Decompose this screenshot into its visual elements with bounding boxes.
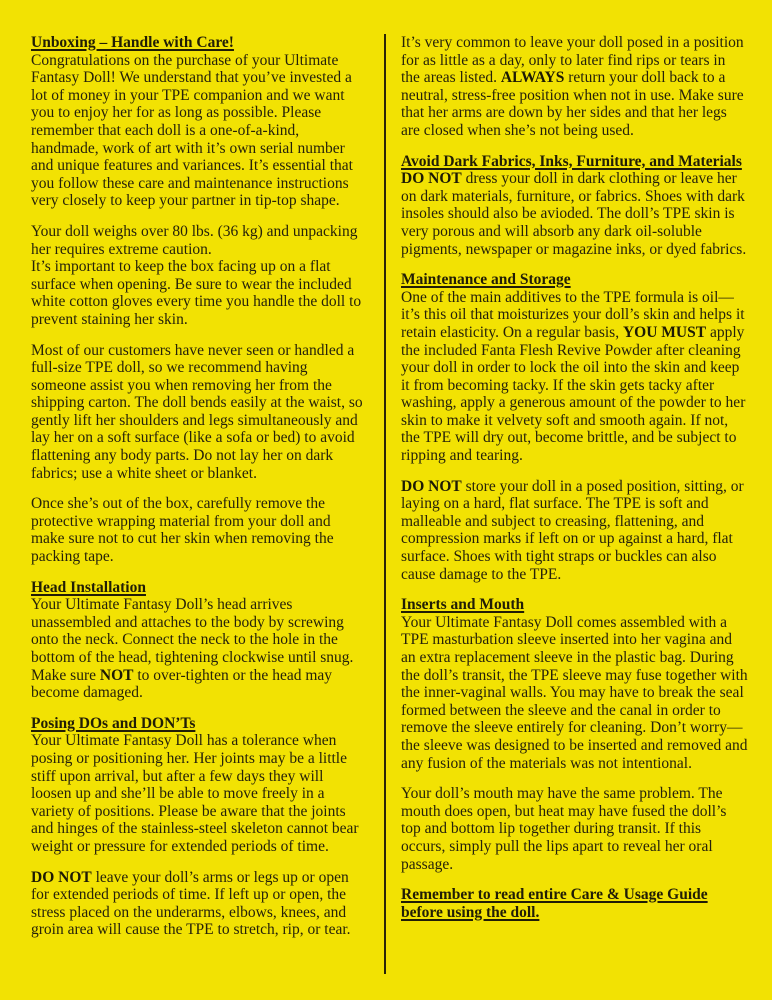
paragraph — [401, 170, 748, 258]
text-run: Congratulations on the purchase of your Ultimate Fantasy Doll! We understand that you’ve invested a lot of money in your TPE companion and we want you to enjoy her for as long as possible. Please remember that each doll is a one-of-a-kind, handmade, work of art with it’s own serial number and unique features and variances. It’s essential that you follow these care and maintenance instructions very closely to keep your partner in tip-top shape. — [31, 51, 353, 210]
section-heading: Unboxing – Handle with Care! — [31, 34, 234, 51]
bold-run: DO NOT — [31, 868, 92, 886]
section — [401, 886, 748, 921]
text-run: Once she’s out of the box, carefully remove the protective wrapping material from your doll and make sure not to cut her skin when removing the packing tape. — [31, 495, 334, 566]
paragraph — [31, 223, 365, 329]
text-run: Your doll weighs over 80 lbs. (36 kg) and unpacking her requires extreme caution. — [31, 222, 358, 258]
text-run: Most of our customers have never seen or handled a full-size TPE doll, so we recommend having someone assist you when removing her from the shipping carton. The doll bends easily at the waist, so gently lift her shoulders and legs simultaneously and lay her on a soft surface (like a sofa or bed) to avoid flattening any body parts. Do not lay her on dark fabrics; use a white sheet or blanket. — [31, 341, 363, 482]
right-column — [401, 34, 748, 974]
section-heading: Remember to read entire Care & Usage Guide before using the doll. — [401, 886, 708, 921]
section — [401, 34, 748, 140]
text-run: return your doll back to a neutral, stress-free position when not in use. Make sure that her arms are down by her sides and that her legs are closed when she’s not being used. — [401, 69, 744, 139]
bold-run: ALWAYS — [500, 69, 565, 87]
section-heading: Posing DOs and DON’Ts — [31, 714, 196, 732]
paragraph — [401, 785, 748, 873]
paragraph — [401, 478, 748, 584]
text-run: One of the main additives to the TPE formula is oil—it’s this oil that moisturizes your doll’s skin and helps it retain elasticity. On a regular basis, — [401, 288, 745, 341]
section-heading: Inserts and Mouth — [401, 596, 525, 614]
section — [401, 271, 748, 583]
section — [31, 579, 365, 702]
paragraph — [31, 342, 365, 483]
bold-run: YOU MUST — [622, 323, 707, 341]
text-run: leave your doll’s arms or legs up or open for extended periods of time. If left up or open, the stress placed on the underarms, elbows, knees, and groin area will cause the TPE to stretch, rip, or tear. — [31, 868, 351, 939]
bold-run: DO NOT — [401, 170, 462, 188]
text-run: Your Ultimate Fantasy Doll comes assembled with a TPE masturbation sleeve inserted into her vagina and an extra replacement sleeve in the plastic bag. During the doll’s transit, the TPE sleeve may fuse together with the inner-vaginal walls. You may have to break the seal formed between the sleeve and the canal in order to remove the sleeve entirely for cleaning. Don’t worry—the sleeve was designed to be inserted and removed and any fusion of the materials was not intentional. — [401, 613, 748, 772]
text-run: It’s important to keep the box facing up on a flat surface when opening. Be sure to wear the included white cotton gloves every time you handle the doll to prevent staining her skin. — [31, 258, 362, 328]
left-column — [31, 34, 365, 974]
paragraph — [31, 596, 365, 702]
paragraph — [31, 732, 365, 855]
section-heading: Maintenance and Storage — [401, 271, 571, 289]
text-run: store your doll in a posed position, sitting, or laying on a hard, flat surface. The TPE is soft and malleable and subject to creasing, flattening, and compression marks if left on or up against a hard, flat surface. Shoes with tight straps or buckles can also cause damage to the TPE. — [401, 477, 744, 583]
paragraph — [401, 34, 748, 140]
bold-run: DO NOT — [401, 477, 462, 495]
section — [31, 34, 365, 566]
text-run: It’s very common to leave your doll posed in a position for as little as a day, only to later find rips or tears in the areas listed. — [401, 34, 744, 87]
text-run: Your doll’s mouth may have the same problem. The mouth does open, but heat may have fused the doll’s top and bottom lip together during transit. If this occurs, simply pull the lips apart to reveal her oral passage. — [401, 785, 727, 873]
bold-run: NOT — [99, 666, 134, 684]
text-run: Your Ultimate Fantasy Doll has a tolerance when posing or positioning her. Her joints may be a little stiff upon arrival, but after a few days they will loosen up and she’ll be able to move freely in a variety of positions. Please be aware that the joints and hinges of the stainless-steel skeleton cannot bear weight or pressure for extended periods of time. — [31, 732, 359, 855]
section-heading: Head Installation — [31, 578, 146, 596]
text-run: dress your doll in dark clothing or leave her on dark materials, furniture, or fabrics. Shoes with dark insoles should also be avioded. The doll’s TPE skin is very porous and will absorb any dark oil-soluble pigments, newspaper or magazine inks, or dyed fabrics. — [401, 170, 747, 258]
section — [401, 596, 748, 873]
paragraph — [401, 614, 748, 772]
section — [31, 715, 365, 939]
paragraph — [31, 52, 365, 210]
text-run: to over-tighten or the head may become damaged. — [31, 666, 333, 702]
paragraph — [31, 869, 365, 939]
paragraph — [31, 495, 365, 565]
column-divider — [384, 34, 386, 974]
text-run: Your Ultimate Fantasy Doll’s head arrives unassembled and attaches to the body by screwing onto the neck. Connect the neck to the hole in the bottom of the head, tightening clockwise until snug. Make sure — [31, 596, 354, 684]
section — [401, 153, 748, 259]
section-heading: Avoid Dark Fabrics, Inks, Furniture, and Materials — [401, 152, 742, 170]
text-run: apply the included Fanta Flesh Revive Powder after cleaning your doll in order to lock the oil into the skin and keep it from becoming tacky. If the skin gets tacky after washing, apply a generous amount of the powder to her skin to make it velvety soft and smooth again. If not, the TPE will dry out, become brittle, and be subject to ripping and tearing. — [401, 323, 746, 465]
paragraph — [401, 289, 748, 465]
